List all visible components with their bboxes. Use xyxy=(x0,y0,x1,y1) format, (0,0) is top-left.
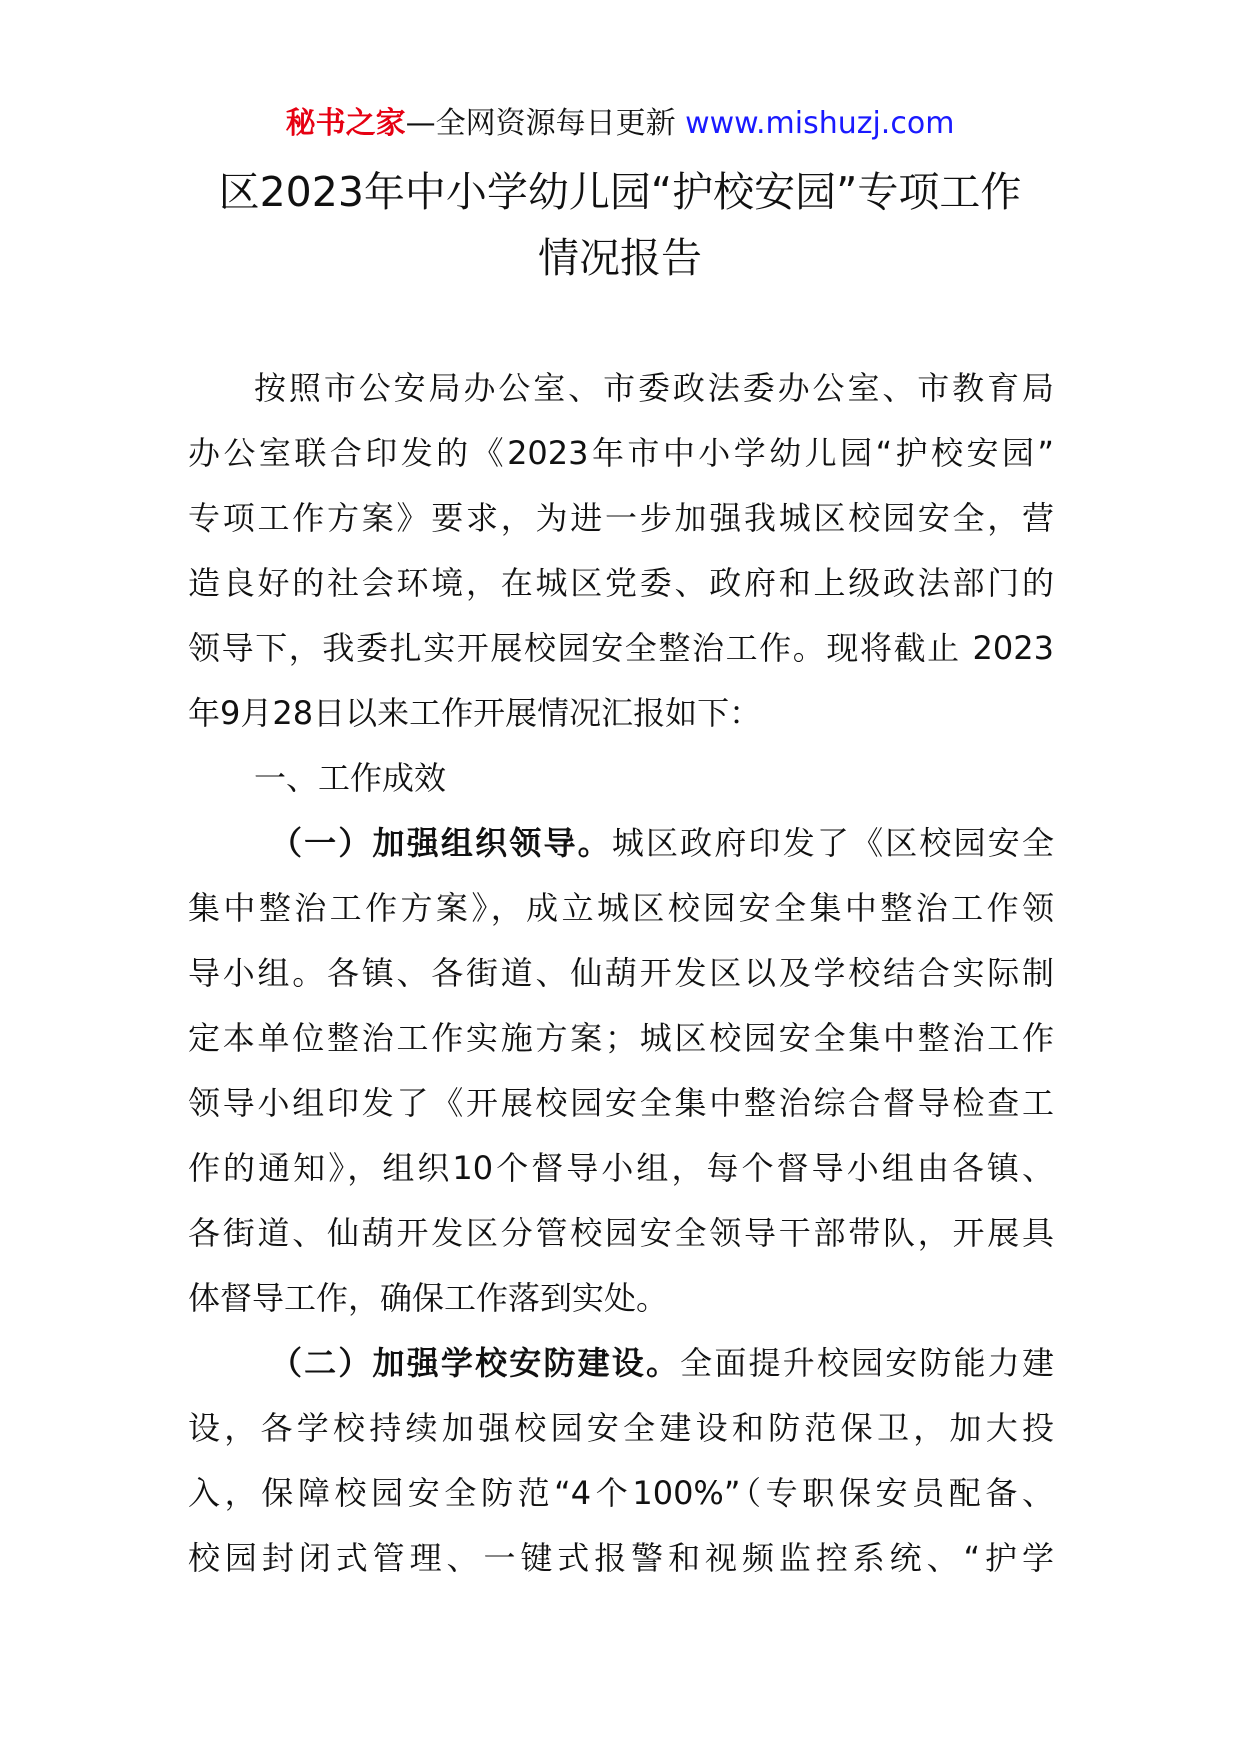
intro-line: 办公室联合印发的《2023年市中小学幼儿园“护校安园” xyxy=(188,434,1054,472)
item2-first-line xyxy=(188,1331,1054,1396)
item2-line: 入，保障校园安全防范“4个100%”（专职保安员配备、 xyxy=(188,1474,1054,1512)
item1-line: 定本单位整治工作实施方案；城区校园安全集中整治工作 xyxy=(188,1019,1054,1057)
item1-line: 各街道、仙葫开发区分管校园安全领导干部带队，开展具 xyxy=(188,1214,1054,1252)
item2-heading: （二）加强学校安防建设。 xyxy=(270,1344,681,1382)
site-header xyxy=(0,102,1240,146)
item1-text: 城区政府印发了《区校园安全 xyxy=(611,824,1054,862)
intro-line: 领导下，我委扎实开展校园安全整治工作。现将截止 2023 xyxy=(188,629,1054,667)
item1-line: 作的通知》，组织10个督导小组，每个督导小组由各镇、 xyxy=(188,1149,1054,1187)
header-slogan: —全网资源每日更新 xyxy=(405,106,676,141)
section-heading: 一、工作成效 xyxy=(254,759,447,797)
item1-line: 集中整治工作方案》，成立城区校园安全集中整治工作领 xyxy=(188,889,1054,927)
item1-line: 导小组。各镇、各街道、仙葫开发区以及学校结合实际制 xyxy=(188,954,1054,992)
item1-line: 领导小组印发了《开展校园安全集中整治综合督导检查工 xyxy=(188,1084,1054,1122)
item2-line: 设，各学校持续加强校园安全建设和防范保卫，加大投 xyxy=(188,1409,1054,1447)
brand-name: 秘书之家 xyxy=(285,106,406,141)
item1-heading: （一）加强组织领导。 xyxy=(270,824,612,862)
intro-line: 年9月28日以来工作开展情况汇报如下： xyxy=(188,694,762,732)
item1-first-line xyxy=(188,811,1054,876)
document-title-line-1: 区2023年中小学幼儿园“护校安园”专项工作 xyxy=(218,168,1022,216)
item2-text: 全面提升校园安防能力建 xyxy=(680,1344,1054,1382)
intro-line: 按照市公安局办公室、市委政法委办公室、市教育局 xyxy=(254,369,1054,407)
intro-line: 造良好的社会环境，在城区党委、政府和上级政法部门的 xyxy=(188,564,1054,602)
intro-line: 专项工作方案》要求，为进一步加强我城区校园安全，营 xyxy=(188,499,1054,537)
site-url[interactable]: www.mishuzj.com xyxy=(675,106,955,141)
item2-line: 校园封闭式管理、一键式报警和视频监控系统、“护学 xyxy=(188,1539,1054,1577)
document-body xyxy=(188,356,1054,1591)
item1-line: 体督导工作，确保工作落到实处。 xyxy=(188,1279,669,1317)
document-title-line-2: 情况报告 xyxy=(538,234,702,282)
